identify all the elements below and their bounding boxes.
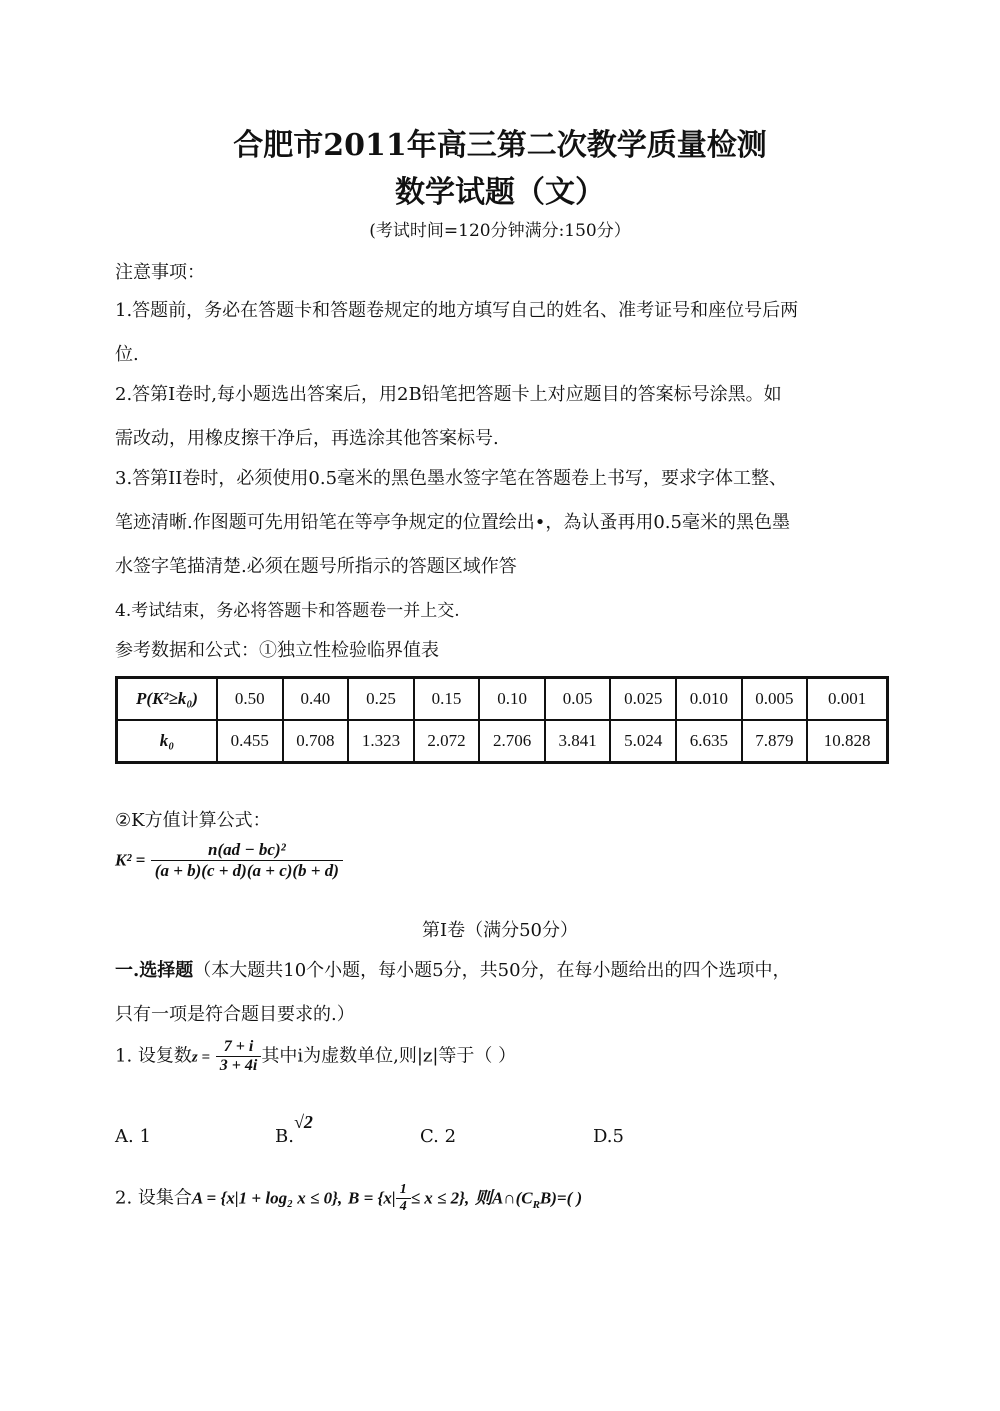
q1-z: z = — [191, 1049, 211, 1066]
critical-value-table — [115, 676, 889, 764]
table-cell: 10.828 — [807, 720, 887, 763]
q1-option-b-label: B. — [275, 1126, 294, 1147]
choice-intro-line2: 只有一项是符合题目要求的.） — [115, 1004, 355, 1025]
title-line1: 合肥市2011年高三第二次教学质量检测 — [233, 128, 767, 163]
q2-set-b-denominator: 4 — [399, 1199, 407, 1214]
note-3-line1: 3.答第II卷时，必须使用0.5毫米的黑色墨水签字笔在答题卷上书写，要求字体工整、 — [115, 468, 788, 489]
q2-suffix: 则A∩(C — [475, 1188, 533, 1208]
q2-suffix-end: B)=( ) — [539, 1188, 583, 1208]
table-row-header-p: P(K²≥k₀) — [117, 678, 218, 721]
q2-set-b-left: B = {x| — [347, 1188, 396, 1208]
table-cell: 0.15 — [414, 678, 480, 721]
exam-info: (考试时间=120分钟满分:150分） — [369, 221, 631, 241]
q1-option-c: C. 2 — [420, 1126, 457, 1147]
formula-lhs: K² = — [115, 850, 146, 870]
question-2 — [115, 1182, 582, 1215]
formula-numerator: n(ad − bc)² — [151, 840, 343, 861]
table-cell: 0.025 — [610, 678, 676, 721]
q1-option-b-value: √2 — [293, 1112, 313, 1132]
notes-heading: 注意事项： — [115, 262, 205, 283]
title-line2: 数学试题（文） — [395, 175, 605, 210]
note-4: 4.考试结束，务必将答题卡和答题卷一并上交. — [115, 601, 460, 621]
choice-label: 一.选择题 — [115, 960, 194, 981]
table-cell: 2.706 — [479, 720, 545, 763]
q1-option-b — [275, 1112, 313, 1147]
q2-set-b-numerator: 1 — [396, 1182, 411, 1199]
table-cell: 0.40 — [283, 678, 349, 721]
table-cell: 0.001 — [807, 678, 887, 721]
table-cell: 0.05 — [545, 678, 611, 721]
note-1-line2: 位. — [115, 344, 139, 365]
formula-label: ②K方值计算公式： — [115, 810, 271, 831]
q1-suffix: 其中i为虚数单位,则|z|等于（ ） — [261, 1045, 517, 1067]
table-cell: 0.455 — [217, 720, 283, 763]
k-square-formula — [115, 840, 343, 881]
note-3-line2: 笔迹清晰.作图题可先用铅笔在等亭争规定的位置绘出•，為认蚤再用0.5毫米的黑色墨 — [115, 512, 790, 533]
q2-suffix-sub: R — [532, 1199, 540, 1212]
table-cell: 3.841 — [545, 720, 611, 763]
table-cell: 1.323 — [348, 720, 414, 763]
table-row — [117, 678, 888, 721]
q1-option-a: A. 1 — [115, 1126, 151, 1147]
table-cell: 5.024 — [610, 720, 676, 763]
q1-denominator: 3 + 4i — [219, 1057, 258, 1074]
q1-fraction — [216, 1038, 262, 1075]
note-2-line1: 2.答第I卷时,每小题选出答案后，用2B铅笔把答题卡上对应题目的答案标号涂黑。如 — [115, 384, 782, 405]
note-3-line3: 水签字笔描清楚.必须在题号所指示的答题区域作答 — [115, 556, 517, 577]
table-row — [117, 720, 888, 763]
table-row-header-k0: k₀ — [117, 720, 218, 763]
q2-set-b-right: ≤ x ≤ 2}, — [410, 1188, 470, 1208]
formula-denominator: (a + b)(c + d)(a + c)(b + d) — [154, 861, 339, 880]
table-cell: 0.708 — [283, 720, 349, 763]
choice-desc: （本大题共10个小题，每小题5分，共50分，在每小题给出的四个选项中， — [193, 960, 791, 981]
table-cell: 2.072 — [414, 720, 480, 763]
table-cell: 0.005 — [742, 678, 808, 721]
note-2-line2: 需改动，用橡皮擦干净后，再选涂其他答案标号. — [115, 428, 499, 449]
q1-prefix: 1. 设复数 — [115, 1045, 192, 1067]
table-cell: 0.010 — [676, 678, 742, 721]
q2-set-a: A = {x|1 + log₂ x ≤ 0}, — [191, 1188, 343, 1208]
question-1 — [115, 1038, 516, 1075]
table-cell: 0.50 — [217, 678, 283, 721]
note-1-line1: 1.答题前，务必在答题卡和答题卷规定的地方填写自己的姓名、准考证号和座位号后两 — [115, 300, 799, 321]
table-cell: 7.879 — [742, 720, 808, 763]
q2-set-b-fraction — [396, 1182, 411, 1215]
q1-numerator: 7 + i — [216, 1038, 262, 1057]
choice-intro-line1 — [115, 956, 791, 982]
q2-prefix: 2. 设集合 — [115, 1187, 192, 1209]
section1-heading: 第I卷（满分50分） — [421, 920, 578, 941]
table-cell: 0.10 — [479, 678, 545, 721]
formula-fraction — [151, 840, 343, 881]
q1-option-d: D.5 — [593, 1126, 624, 1147]
table-cell: 0.25 — [348, 678, 414, 721]
table-cell: 6.635 — [676, 720, 742, 763]
reference-intro: 参考数据和公式：①独立性检验临界值表 — [115, 640, 439, 661]
